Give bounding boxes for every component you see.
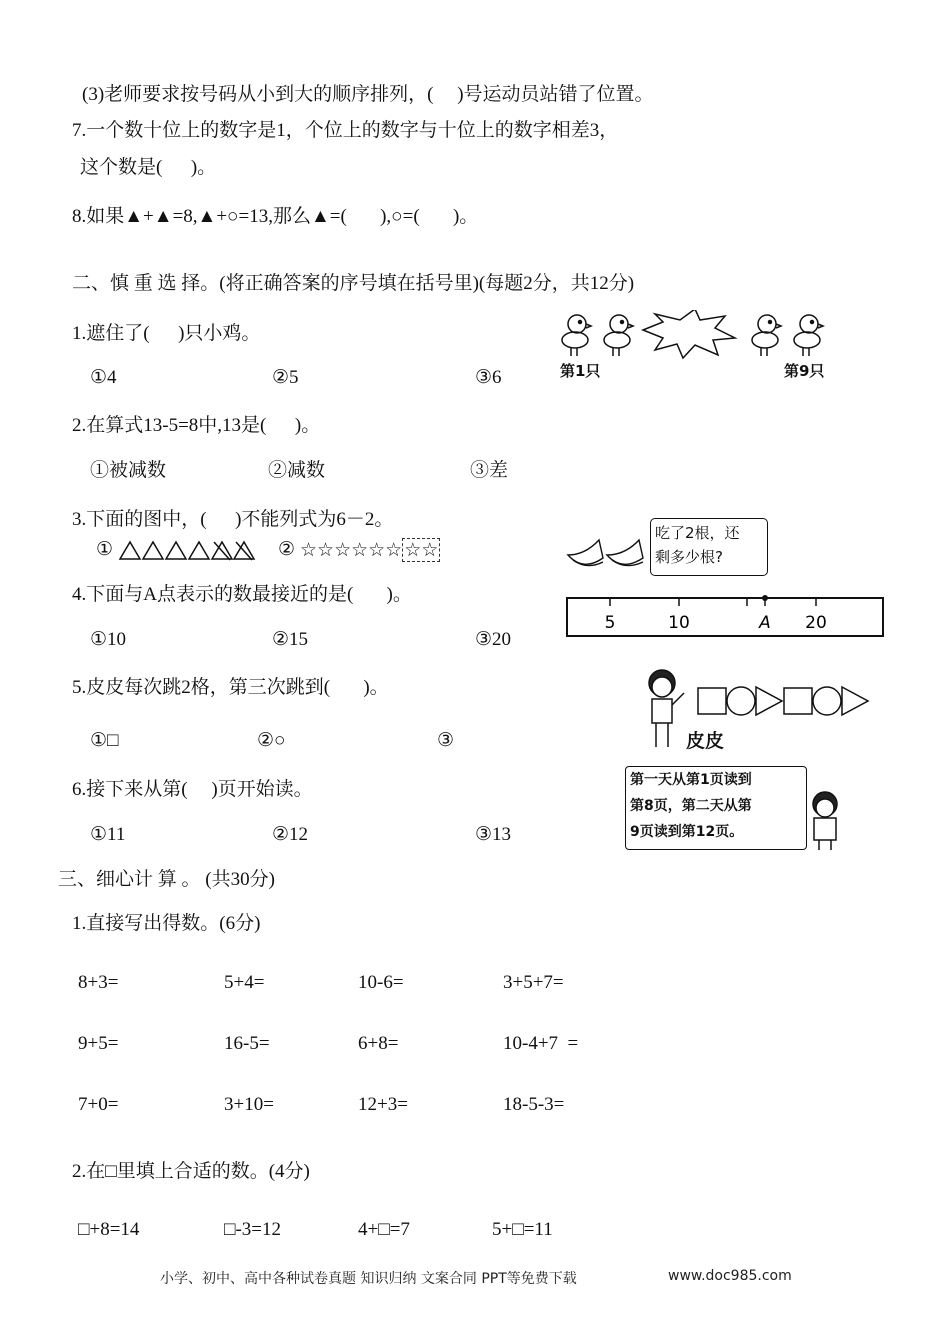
q1-stem: 1.遮住了( )只小鸡。 (72, 323, 261, 344)
fill-3: 4+□=7 (358, 1219, 410, 1240)
calc-r2c3: 6+8= (358, 1033, 399, 1054)
q6-stem: 6.接下来从第( )页开始读。 (72, 779, 313, 800)
calc-r3c3: 12+3= (358, 1094, 408, 1115)
banana-speech-bubble (650, 518, 768, 576)
footer-text: 小学、初中、高中各种试卷真题 知识归纳 文案合同 PPT等免费下载 (160, 1271, 577, 1287)
calc-r2c4: 10-4+7 = (503, 1033, 579, 1054)
q5-option-1: ①□ (90, 730, 119, 751)
q6-option-3: ③13 (475, 824, 512, 845)
q4-option-3: ③20 (475, 629, 512, 650)
part1-title: 1.直接写出得数。(6分) (72, 913, 261, 934)
tick-10: 10 (668, 613, 690, 633)
pipi-figure (640, 665, 880, 753)
calc-r1c1: 8+3= (78, 972, 119, 993)
calc-r1c4: 3+5+7= (503, 972, 564, 993)
q6-option-1: ①11 (90, 824, 126, 845)
stars-figure: ☆☆☆☆☆☆ ☆☆ (300, 539, 439, 561)
number-line (565, 592, 887, 642)
boy-icon (805, 790, 845, 852)
question-6-3: (3)老师要求按号码从小到大的顺序排列，( )号运动员站错了位置。 (82, 84, 654, 105)
part2-title: 2.在□里填上合适的数。(4分) (72, 1161, 310, 1182)
chick-last-label: 第9只 (784, 362, 825, 380)
question-7-line2: 这个数是( )。 (80, 157, 217, 178)
q2-stem: 2.在算式13-5=8中,13是( )。 (72, 415, 321, 436)
q3-option-1: ① (96, 539, 114, 560)
q4-stem: 4.下面与A点表示的数最接近的是( )。 (72, 584, 412, 605)
section2-heading: 二、慎 重 选 择。(将正确答案的序号填在括号里)(每题2分，共12分) (72, 273, 635, 294)
calc-r1c2: 5+4= (224, 972, 265, 993)
q2-option-1: ①被减数 (90, 460, 167, 481)
chicks-figure (555, 310, 845, 360)
q5-option-3: ③ (437, 730, 455, 751)
calc-r3c1: 7+0= (78, 1094, 119, 1115)
q5-stem: 5.皮皮每次跳2格，第三次跳到( )。 (72, 677, 389, 698)
question-7-line1: 7.一个数十位上的数字是1，个位上的数字与十位上的数字相差3， (72, 120, 619, 141)
fill-4: 5+□=11 (492, 1219, 553, 1240)
tick-20: 20 (805, 613, 827, 633)
reading-line3: 9页读到第12页。 (630, 824, 744, 840)
calc-r2c2: 16-5= (224, 1033, 270, 1054)
point-a-label: A (759, 613, 771, 633)
triangles-figure (118, 538, 258, 562)
pipi-label: 皮皮 (686, 730, 725, 752)
q4-option-2: ②15 (272, 629, 309, 650)
chick-first-label: 第1只 (560, 362, 601, 380)
question-8: 8.如果▲+▲=8,▲+○=13,那么▲=( ),○=( )。 (72, 206, 479, 227)
q3-stem: 3.下面的图中，( )不能列式为6－2。 (72, 509, 394, 530)
calc-r2c1: 9+5= (78, 1033, 119, 1054)
q1-option-2: ②5 (272, 367, 299, 388)
reading-speech-bubble (625, 766, 807, 850)
q4-option-1: ①10 (90, 629, 127, 650)
q1-option-1: ①4 (90, 367, 117, 388)
banana-bubble-line2: 剩多少根? (655, 548, 723, 566)
q1-option-3: ③6 (475, 367, 502, 388)
tick-5: 5 (604, 613, 616, 633)
q5-option-2: ②○ (257, 730, 286, 751)
calc-r1c3: 10-6= (358, 972, 404, 993)
footer-link[interactable]: www.doc985.com (668, 1268, 792, 1284)
q6-option-2: ②12 (272, 824, 309, 845)
bananas-icon (565, 530, 655, 572)
reading-line2: 第8页，第二天从第 (630, 798, 752, 814)
reading-line1: 第一天从第1页读到 (630, 772, 752, 788)
section3-heading: 三、细心计 算 。 (共30分) (58, 869, 275, 890)
q3-option-2: ② (278, 539, 296, 560)
fill-2: □-3=12 (224, 1219, 282, 1240)
calc-r3c4: 18-5-3= (503, 1094, 565, 1115)
q2-option-2: ②减数 (268, 460, 326, 481)
q2-option-3: ③差 (470, 460, 509, 481)
fill-1: □+8=14 (78, 1219, 140, 1240)
banana-bubble-line1: 吃了2根，还 (655, 524, 740, 542)
calc-r3c2: 3+10= (224, 1094, 274, 1115)
